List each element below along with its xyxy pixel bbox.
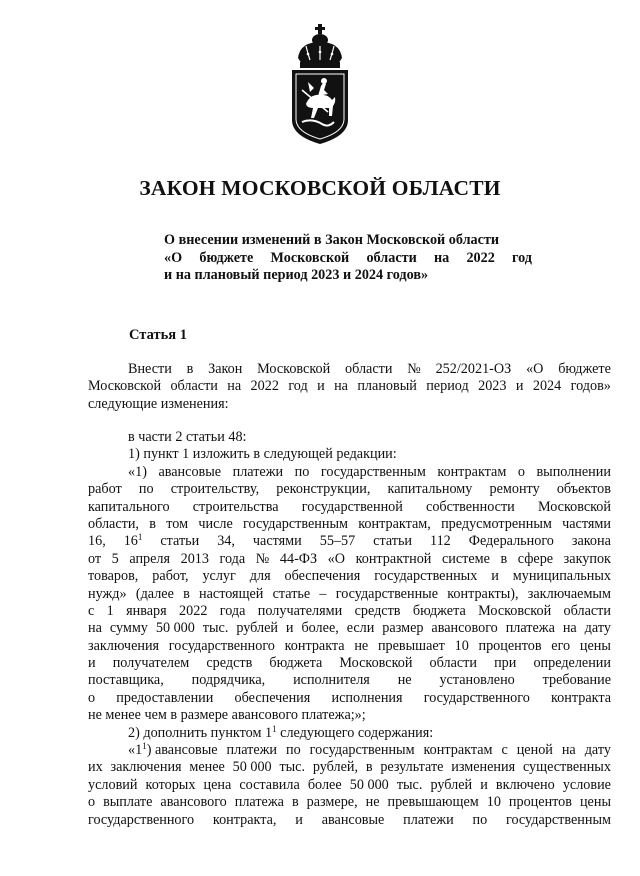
word: №	[255, 550, 270, 567]
word: установлено	[439, 672, 515, 689]
word: контрактам	[423, 742, 493, 759]
word: тыс.	[279, 759, 306, 776]
word: поставщика,	[88, 672, 164, 689]
word: контракта	[284, 637, 345, 654]
word: государственным	[309, 742, 415, 759]
word: платежи	[226, 742, 278, 759]
word: сфере	[517, 550, 554, 567]
law-title: ЗАКОН МОСКОВСКОЙ ОБЛАСТИ	[139, 176, 501, 200]
word: исполнителя	[293, 672, 370, 689]
word: 2022	[179, 602, 208, 619]
word: сумму	[109, 620, 148, 637]
word: заключения	[88, 637, 160, 654]
text-line	[88, 655, 611, 672]
word: которых	[145, 776, 196, 793]
word: о	[88, 689, 96, 706]
word: обеспечения	[284, 568, 361, 585]
word: работ,	[152, 568, 189, 585]
word: «1)	[128, 463, 147, 480]
word: государственным	[506, 811, 611, 828]
text-line	[88, 759, 611, 776]
word: предусмотренным	[441, 515, 552, 532]
word: заключаемым	[527, 585, 611, 602]
word: дату	[584, 620, 611, 637]
word: с	[501, 742, 508, 759]
word: не	[365, 794, 380, 811]
text-line	[88, 690, 611, 707]
word: (далее	[135, 585, 174, 602]
word: и	[491, 568, 499, 585]
word: цены	[579, 794, 611, 811]
item-1: 1) пункт 1 изложить в следующей редакции:	[128, 446, 397, 463]
word: статье	[272, 585, 311, 602]
word: на	[561, 742, 576, 759]
word: частями	[252, 533, 302, 550]
word: бюджете	[558, 361, 611, 377]
word: государственного	[168, 637, 275, 654]
word: 2024	[532, 378, 562, 395]
word: получателями	[257, 602, 343, 619]
word: закона	[571, 533, 611, 550]
word: 2022	[466, 249, 495, 266]
word: от	[88, 550, 102, 567]
word: 10	[454, 637, 469, 654]
word: на	[88, 620, 102, 637]
word: по	[138, 481, 154, 498]
word: год	[512, 249, 532, 266]
word: 16,	[88, 533, 106, 550]
word: 1	[106, 602, 114, 619]
word: контракта,	[212, 811, 277, 828]
word: на	[433, 249, 450, 266]
item-2: 2) дополнить пунктом $1^1$ следующего содержания:	[128, 723, 434, 741]
word: по	[285, 742, 301, 759]
word: системе	[441, 550, 490, 567]
word: государственным	[243, 515, 348, 532]
word: контрактам	[437, 463, 507, 480]
word: 10	[486, 794, 501, 811]
word: авансового	[160, 794, 227, 811]
word: превышающем	[387, 794, 479, 811]
word: плановый	[357, 378, 417, 395]
word: области	[429, 655, 477, 672]
word: о	[517, 463, 525, 480]
word: изменения	[451, 759, 516, 776]
word: капитальному	[387, 481, 473, 498]
word: контрактной	[355, 550, 432, 567]
word: государственные	[335, 585, 438, 602]
word: цена	[203, 776, 232, 793]
subject-line: О внесении изменений в Закон Московской области	[164, 232, 500, 248]
word: государственных	[374, 568, 478, 585]
word: составила	[239, 776, 300, 793]
word: менее	[189, 759, 225, 776]
word: области,	[88, 515, 139, 532]
word: реконструкции,	[276, 481, 371, 498]
text-line	[88, 533, 611, 550]
word: выплате	[103, 794, 153, 811]
word: 44-ФЗ	[279, 550, 318, 567]
word: дату	[584, 742, 611, 759]
word: 50 000	[349, 776, 389, 793]
word: Московской	[88, 378, 162, 395]
word: области	[170, 378, 218, 395]
word: муниципальных	[512, 568, 611, 585]
word: собственности	[426, 498, 515, 515]
word: №	[407, 361, 421, 377]
word: контракта	[551, 689, 611, 706]
text-line	[88, 638, 611, 655]
word: бюджете	[199, 249, 254, 266]
word: определении	[533, 655, 611, 672]
word: том	[166, 515, 189, 532]
subject-line	[164, 250, 532, 268]
word: Московской	[478, 602, 552, 619]
text-line	[88, 672, 611, 689]
word: и	[285, 620, 294, 637]
word: авансовые	[158, 463, 222, 480]
word: платежа	[505, 620, 555, 637]
word: для	[249, 568, 271, 585]
word: числе	[198, 515, 233, 532]
word: исполнения	[331, 689, 403, 706]
word: Московской	[339, 655, 413, 672]
word: требование	[542, 672, 611, 689]
word: «О	[526, 361, 544, 377]
word: статьи	[373, 533, 413, 550]
text-line	[88, 516, 611, 533]
text-line	[88, 742, 611, 759]
word: «О	[327, 550, 346, 567]
law-subject	[164, 232, 532, 285]
word: в	[149, 515, 156, 532]
word: в	[365, 759, 373, 776]
word: товаров,	[88, 568, 139, 585]
text-line	[88, 378, 611, 395]
article-intro	[88, 361, 611, 413]
word: в	[500, 550, 508, 567]
text-line	[88, 620, 611, 637]
word: по	[472, 811, 488, 828]
word: платежи	[403, 811, 454, 828]
word: подрядчика,	[191, 672, 266, 689]
word: средств	[206, 655, 253, 672]
word: если	[346, 620, 375, 637]
word: строительства	[192, 498, 279, 515]
word: закупок	[563, 550, 611, 567]
word: результате	[380, 759, 444, 776]
word: 2022	[250, 378, 279, 395]
word: 2013	[180, 550, 209, 567]
word: Московской	[537, 498, 611, 515]
text-line	[88, 361, 611, 378]
word: Закон	[208, 361, 243, 377]
word: условие	[562, 776, 611, 793]
word: его	[551, 637, 571, 654]
word: размер	[382, 620, 424, 637]
coat-of-arms-icon	[288, 24, 352, 146]
word: услуг	[202, 568, 236, 585]
word: Московской	[257, 361, 331, 377]
word: с	[88, 602, 95, 619]
word: и	[515, 378, 524, 395]
word: на	[334, 378, 348, 395]
word: рублей,	[312, 759, 359, 776]
word: года	[219, 602, 246, 619]
word: размере,	[306, 794, 358, 811]
word: государственного	[423, 689, 530, 706]
word: при	[494, 655, 517, 672]
word: не	[354, 637, 369, 654]
word: статьи	[160, 533, 200, 550]
word: и	[480, 776, 488, 793]
word: Внести	[128, 361, 172, 377]
word: и	[88, 655, 96, 672]
text-line	[88, 464, 611, 481]
subject-line: и на плановый период 2023 и 2024 годов»	[164, 267, 429, 283]
word: 50 000	[155, 620, 195, 637]
word: включено	[495, 776, 555, 793]
word: более	[307, 776, 342, 793]
word: в	[291, 794, 299, 811]
word: авансовые	[321, 811, 385, 828]
word: $16^1$	[123, 532, 143, 550]
word: работ	[88, 481, 122, 498]
text-line	[88, 586, 611, 603]
word: о	[88, 794, 96, 811]
text-line	[88, 794, 611, 811]
word: платежи	[232, 463, 284, 480]
word: не	[397, 672, 412, 689]
text-line	[88, 812, 611, 829]
word: средств	[354, 602, 401, 619]
word: –	[319, 585, 327, 602]
word: государственным	[320, 463, 426, 480]
text-line	[88, 777, 611, 794]
word: Московской	[270, 249, 350, 266]
text-line: не менее чем в размере авансового платежа;»;	[88, 707, 366, 724]
word: строительству,	[170, 481, 260, 498]
word: цены	[579, 637, 611, 654]
word: существенных	[522, 759, 611, 776]
word: января	[126, 602, 167, 619]
word: контрактам,	[358, 515, 431, 532]
word: 5	[111, 550, 119, 567]
word: апреля	[129, 550, 171, 567]
text-line	[88, 499, 611, 516]
text-line	[88, 481, 611, 498]
word: в	[183, 585, 190, 602]
word: ремонту	[489, 481, 540, 498]
word: частями	[562, 515, 611, 532]
part-reference: в части 2 статьи 48:	[128, 429, 247, 445]
word: «О	[164, 249, 183, 266]
article-heading: Статья 1	[129, 327, 187, 343]
word: выполнении	[536, 463, 611, 480]
word: 2023	[478, 378, 507, 395]
word: области	[345, 361, 393, 377]
word: государственного	[88, 811, 195, 828]
word: рублей	[236, 620, 278, 637]
word: и	[317, 378, 325, 395]
word: контракты),	[447, 585, 519, 602]
word: ценой	[516, 742, 553, 759]
word: 112	[430, 533, 451, 550]
word: объектов	[556, 481, 611, 498]
word: рублей	[430, 776, 473, 793]
word: области	[366, 249, 417, 266]
word: тыс.	[202, 620, 229, 637]
text-line	[88, 551, 611, 568]
text-line	[88, 603, 611, 620]
word: тыс.	[396, 776, 423, 793]
article-amendments	[88, 429, 611, 829]
word: 252/2021-ОЗ	[435, 361, 512, 377]
word: 55–57	[319, 533, 356, 550]
word: «$1^1$) авансовые	[128, 741, 218, 759]
word: Федерального	[468, 533, 554, 550]
text-line	[88, 568, 611, 585]
word: их	[88, 759, 103, 776]
word: капитального	[88, 498, 170, 515]
word: заключения	[110, 759, 182, 776]
word: бюджета	[269, 655, 323, 672]
word: авансового	[431, 620, 498, 637]
word: года	[219, 550, 246, 567]
word: обеспечения	[234, 689, 311, 706]
word: бюджета	[412, 602, 466, 619]
word: платежа	[234, 794, 284, 811]
word: предоставлении	[116, 689, 214, 706]
word: области	[563, 602, 611, 619]
word: более,	[301, 620, 339, 637]
word: 50 000	[232, 759, 272, 776]
text-line: следующие изменения:	[88, 395, 229, 412]
word: 34,	[217, 533, 235, 550]
word: государственной	[301, 498, 403, 515]
word: годов»	[570, 378, 611, 395]
word: в	[186, 361, 194, 377]
word: нужд»	[88, 585, 127, 602]
word: процентов	[478, 637, 542, 654]
word: превышает	[377, 637, 445, 654]
word: процентов	[508, 794, 572, 811]
word: настоящей	[199, 585, 264, 602]
word: и	[295, 811, 303, 828]
word: условий	[88, 776, 138, 793]
word: по	[294, 463, 310, 480]
word: на	[562, 620, 577, 637]
word: год	[288, 378, 308, 395]
word: получателем	[112, 655, 190, 672]
word: период	[426, 378, 469, 395]
word: на	[227, 378, 242, 395]
